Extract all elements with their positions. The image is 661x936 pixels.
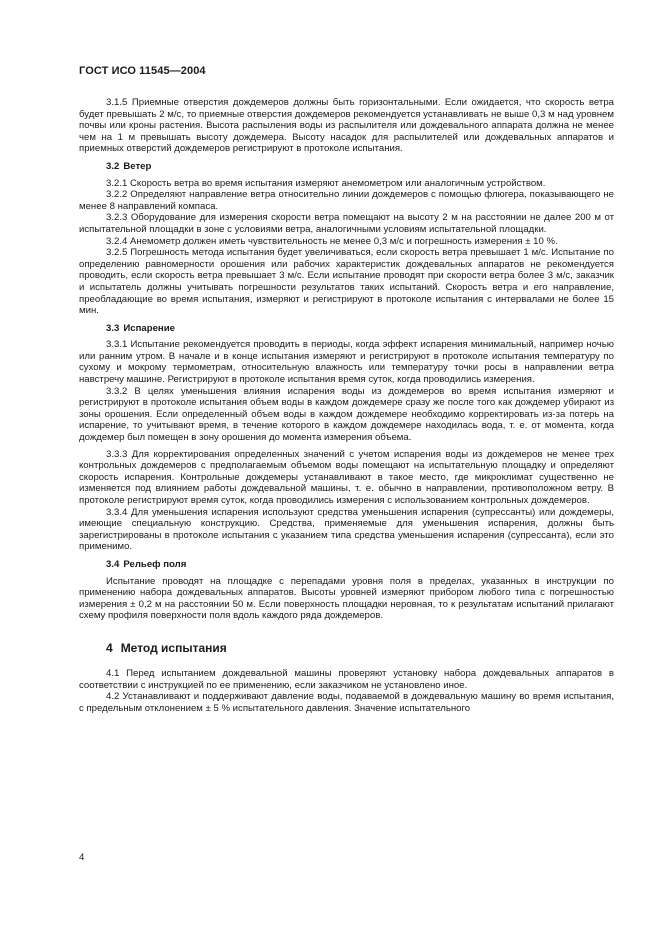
paragraph: 3.3.4 Для уменьшения испарения используют средства уменьшения испарения (супрессанты) или дождемеры, имеющие специальную конструкцию. Средства, применяемые для уменьшения испарения, должны быть зарегистрированы в протоколе испытания с указанием типа средства уменьшения испарения (супрессанта), если это применимо.: [79, 506, 614, 553]
paragraph: 4.2 Устанавливают и поддерживают давление воды, подаваемой в дождевальную машину во время испытания, с предельным отклонением ± 5 % испытательного давления. Значение испытательного: [79, 691, 614, 714]
heading-number: 3.4: [106, 558, 120, 570]
heading-number: 4: [106, 640, 113, 655]
heading-text: Ветер: [123, 160, 152, 172]
paragraph: Испытание проводят на площадке с перепадами уровня поля в пределах, указанных в инструкции по применению набора дождевальных аппаратов. Высоты уровней измеряют прибором любого типа с погрешностью измерения ± 0,2 м на расстоянии 50 м. Если поверхность площадки неровная, то к результатам испытаний прилагают схему профиля поверхности поля вдоль каждого ряда дождемеров.: [79, 575, 614, 622]
paragraph: 3.2.2 Определяют направление ветра относительно линии дождемеров с помощью флюгера, показывающего не менее 8 направлений компаса.: [79, 189, 614, 212]
heading-text: Метод испытания: [120, 640, 227, 655]
paragraph: 3.2.3 Оборудование для измерения скорости ветра помещают на высоту 2 м на расстоянии не далее 200 м от испытательной площадки в зоне с условиями ветра, аналогичными условиям испытательной площадки.: [79, 212, 614, 235]
paragraph: 3.3.2 В целях уменьшения влияния испарения воды из дождемеров во время испытания измеряют и регистрируют в протоколе испытания объем воды в каждом дождемере сразу же после того как дождемер убирают из зоны орошения. Если определенный объем воды в каждом дождемере необходимо корректировать из-за потерь на испарение, то учитывают время, в течение которого в каждом дождемере находилась вода, т. е. от момента, когда дождемер был помещен в зону орошения до момента измерения объема.: [79, 385, 614, 444]
paragraph: 3.2.5 Погрешность метода испытания будет увеличиваться, если скорость ветра превышает 1 м/с. Испытание по определению равномерности орошения или рабочих характеристик дождевальных аппаратов не рекомендуется проводить, если скорость ветра превышает 3 м/с. Если испытание проводят при скорости ветра более 3 м/с, заказчик и испытатель должны учитывать погрешности результатов таких испытаний. Скорость ветра и его направление, преобладающие во время испытания, измеряют и регистрируют в протоколе испытания с интервалами не более 15 мин.: [79, 247, 614, 317]
paragraph: 3.2.1 Скорость ветра во время испытания измеряют анемометром или аналогичным устройством.: [106, 177, 546, 189]
section-heading: [106, 641, 614, 655]
document-body: [79, 97, 614, 714]
page-number: 4: [79, 852, 85, 863]
heading-text: Рельеф поля: [123, 558, 187, 570]
heading-text: Испарение: [123, 322, 175, 334]
paragraph: 3.1.5 Приемные отверстия дождемеров должны быть горизонтальными. Если ожидается, что скорость ветра будет превышать 2 м/с, то приемные отверстия дождемеров рекомендуется устанавливать не выше 0,3 м над уровнем почвы или кроны растения. Высота распыления воды из распылителя или дождевального аппарата должна не менее чем на 1 м превышать высоту дождемера. Высоту насадок для распылителей или дождевальных аппаратов и приемных отверстий дождемеров регистрируют в протоколе испытания.: [79, 97, 614, 155]
heading-number: 3.3: [106, 322, 120, 334]
subsection-heading: [106, 559, 614, 571]
paragraph: 4.1 Перед испытанием дождевальной машины проверяют установку набора дождевальных аппаратов в соответствии с инструкцией по ее применению, если заказчиком не установлено иное.: [79, 667, 614, 691]
paragraph: 3.2.4 Анемометр должен иметь чувствительность не менее 0,3 м/с и погрешность измерения ± 10 %.: [106, 235, 558, 247]
subsection-heading: [106, 161, 614, 173]
heading-number: 3.2: [106, 160, 120, 172]
paragraph: 3.3.3 Для корректирования определенных значений с учетом испарения воды из дождемеров не менее трех контрольных дождемеров с предполагаемым объемом воды помещают на испытательную площадку и определяют скорость испарения. Контрольные дождемеры устанавливают в такое место, где микроклимат существенно не изменяется под влиянием работы дождевальной машины, т. е. обычно в направлении, противоположном ветру. В протоколе регистрируют время суток, когда проводились измерения с использованием контрольных дождемеров.: [79, 448, 614, 506]
document-header: ГОСТ ИСО 11545—2004: [79, 65, 206, 77]
subsection-heading: [106, 323, 614, 335]
paragraph: 3.3.1 Испытание рекомендуется проводить в периоды, когда эффект испарения минимальный, например ночью или ранним утром. В начале и в конце испытания измеряют и регистрируют в протоколе испытания температуру по сухому и мокрому термометрам, относительную влажность или температуру точки росы в направлении ветра навстречу машине. Регистрируют в протоколе испытания время суток, когда проводились измерения.: [79, 339, 614, 386]
